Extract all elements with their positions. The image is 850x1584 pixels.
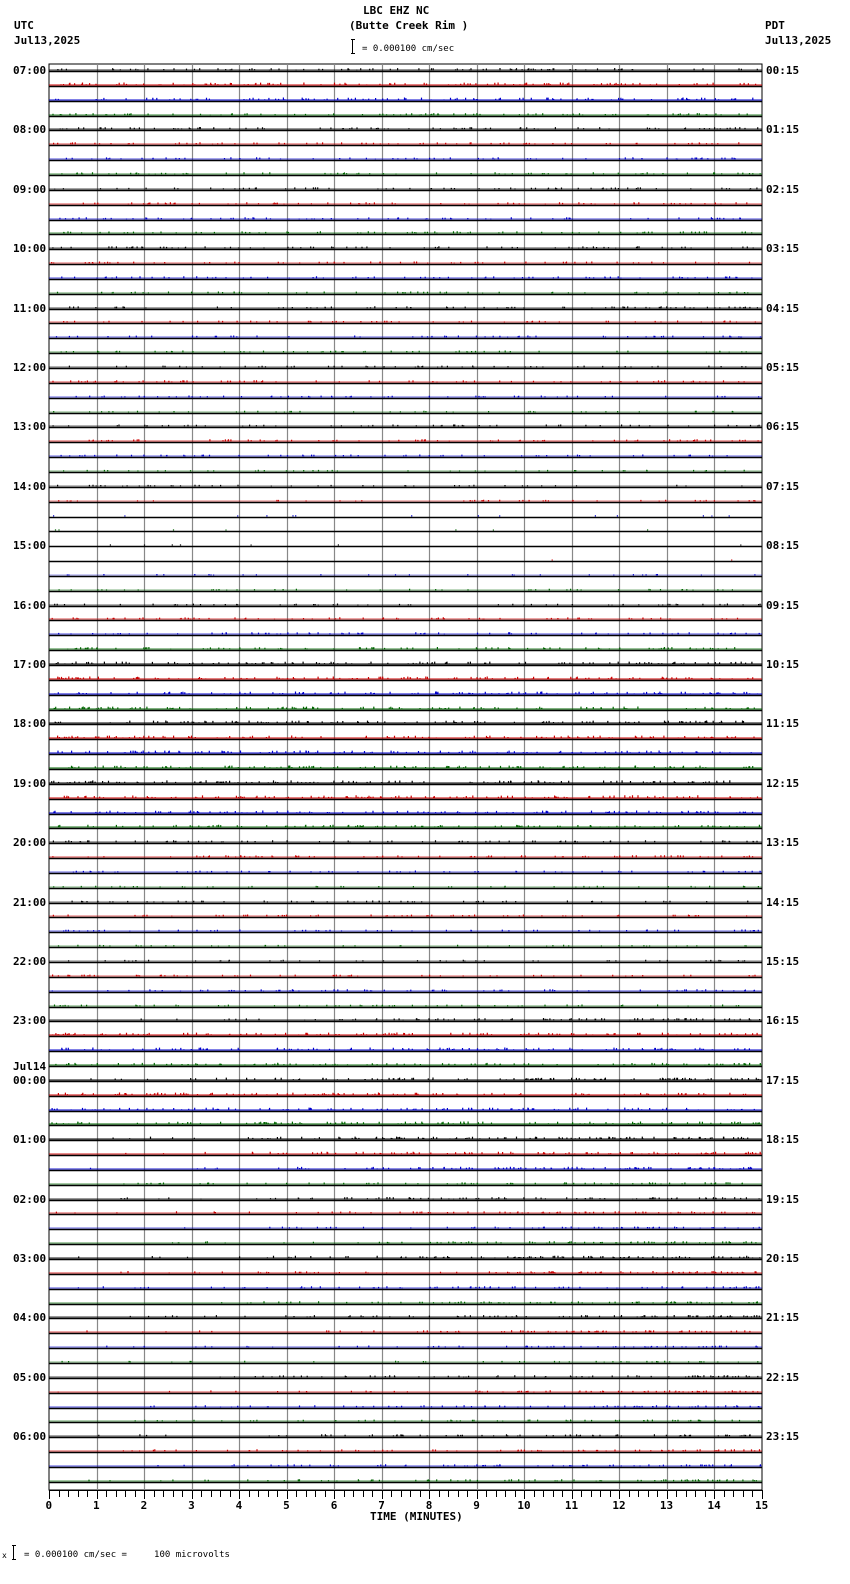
utc-date-change-label: Jul14 — [13, 1059, 47, 1073]
x-tick-label: 14 — [707, 1499, 721, 1512]
left-timezone: UTC — [14, 19, 34, 32]
utc-hour-label: 07:00 — [13, 64, 47, 77]
utc-hour-label: 03:00 — [13, 1252, 47, 1265]
right-date: Jul13,2025 — [765, 34, 832, 47]
pdt-hour-label: 21:15 — [766, 1311, 800, 1325]
pdt-hour-label: 04:15 — [766, 301, 800, 315]
pdt-hour-label: 08:15 — [766, 539, 800, 553]
utc-hour-label: 20:00 — [13, 836, 47, 850]
pdt-hour-label: 05:15 — [766, 361, 800, 374]
pdt-hour-label: 17:15 — [766, 1073, 800, 1087]
utc-hour-label: 01:00 — [13, 1133, 47, 1147]
pdt-hour-label: 11:15 — [766, 717, 800, 731]
pdt-hour-label: 23:15 — [766, 1430, 800, 1444]
x-tick-label: 0 — [45, 1499, 53, 1512]
scale-text: = 0.000100 cm/sec — [362, 44, 455, 54]
x-tick-label: 10 — [517, 1499, 531, 1512]
x-tick-label: 9 — [473, 1499, 480, 1512]
utc-hour-label: 05:00 — [13, 1370, 47, 1384]
utc-hour-label: 00:00 — [13, 1073, 47, 1087]
x-axis-title: TIME (MINUTES) — [370, 1510, 463, 1523]
utc-hour-label: 23:00 — [13, 1014, 47, 1028]
right-timezone: PDT — [765, 19, 785, 32]
utc-hour-label: 19:00 — [13, 776, 47, 790]
pdt-hour-label: 14:15 — [766, 895, 800, 909]
utc-hour-label: 16:00 — [13, 598, 47, 612]
footer-scale-text: = 0.000100 cm/sec = 100 microvolts — [24, 1550, 230, 1560]
x-tick-label: 12 — [612, 1499, 626, 1512]
pdt-hour-label: 10:15 — [766, 658, 800, 671]
station-location: (Butte Creek Rim ) — [349, 19, 469, 32]
pdt-hour-label: 20:15 — [766, 1252, 800, 1265]
x-tick-label: 2 — [140, 1499, 148, 1512]
pdt-hour-label: 18:15 — [766, 1133, 800, 1147]
x-tick-label: 8 — [425, 1499, 433, 1512]
utc-hour-label: 22:00 — [13, 955, 47, 968]
pdt-hour-label: 12:15 — [766, 776, 800, 790]
x-tick-label: 11 — [564, 1499, 579, 1512]
footer-prefix: x — [2, 1551, 7, 1560]
pdt-hour-label: 16:15 — [766, 1014, 800, 1028]
utc-hour-label: 09:00 — [13, 182, 47, 196]
utc-hour-label: 06:00 — [13, 1430, 47, 1444]
utc-hour-label: 02:00 — [13, 1192, 47, 1206]
x-tick-label: 3 — [188, 1499, 195, 1512]
pdt-hour-label: 06:15 — [766, 420, 800, 434]
utc-hour-label: 15:00 — [13, 539, 47, 553]
station-title: LBC EHZ NC — [363, 4, 430, 17]
pdt-hour-label: 22:15 — [766, 1370, 800, 1384]
x-tick-label: 13 — [659, 1499, 674, 1512]
pdt-hour-label: 00:15 — [766, 64, 800, 77]
utc-hour-label: 12:00 — [13, 361, 47, 374]
pdt-hour-label: 03:15 — [766, 242, 800, 256]
utc-hour-label: 13:00 — [13, 420, 47, 434]
utc-hour-label: 08:00 — [13, 123, 47, 137]
utc-hour-label: 10:00 — [13, 242, 47, 256]
pdt-hour-label: 02:15 — [766, 182, 800, 196]
pdt-hour-label: 07:15 — [766, 479, 800, 493]
utc-hour-label: 14:00 — [13, 479, 47, 493]
x-tick-label: 4 — [235, 1499, 243, 1512]
utc-hour-label: 21:00 — [13, 895, 47, 909]
x-tick-label: 6 — [330, 1499, 338, 1512]
utc-hour-label: 17:00 — [13, 658, 47, 671]
x-tick-label: 15 — [755, 1499, 769, 1512]
x-tick-label: 7 — [378, 1499, 385, 1512]
footer-scale-bar-icon — [12, 1545, 16, 1560]
pdt-hour-label: 15:15 — [766, 955, 800, 968]
pdt-hour-label: 13:15 — [766, 836, 800, 850]
pdt-hour-label: 09:15 — [766, 598, 800, 612]
left-date: Jul13,2025 — [14, 34, 81, 47]
x-tick-label: 1 — [93, 1499, 100, 1512]
x-tick-label: 5 — [283, 1499, 290, 1512]
pdt-hour-label: 01:15 — [766, 123, 800, 137]
utc-hour-label: 11:00 — [13, 301, 47, 315]
pdt-hour-label: 19:15 — [766, 1192, 800, 1206]
utc-hour-label: 04:00 — [13, 1311, 47, 1325]
utc-hour-label: 18:00 — [13, 717, 47, 731]
